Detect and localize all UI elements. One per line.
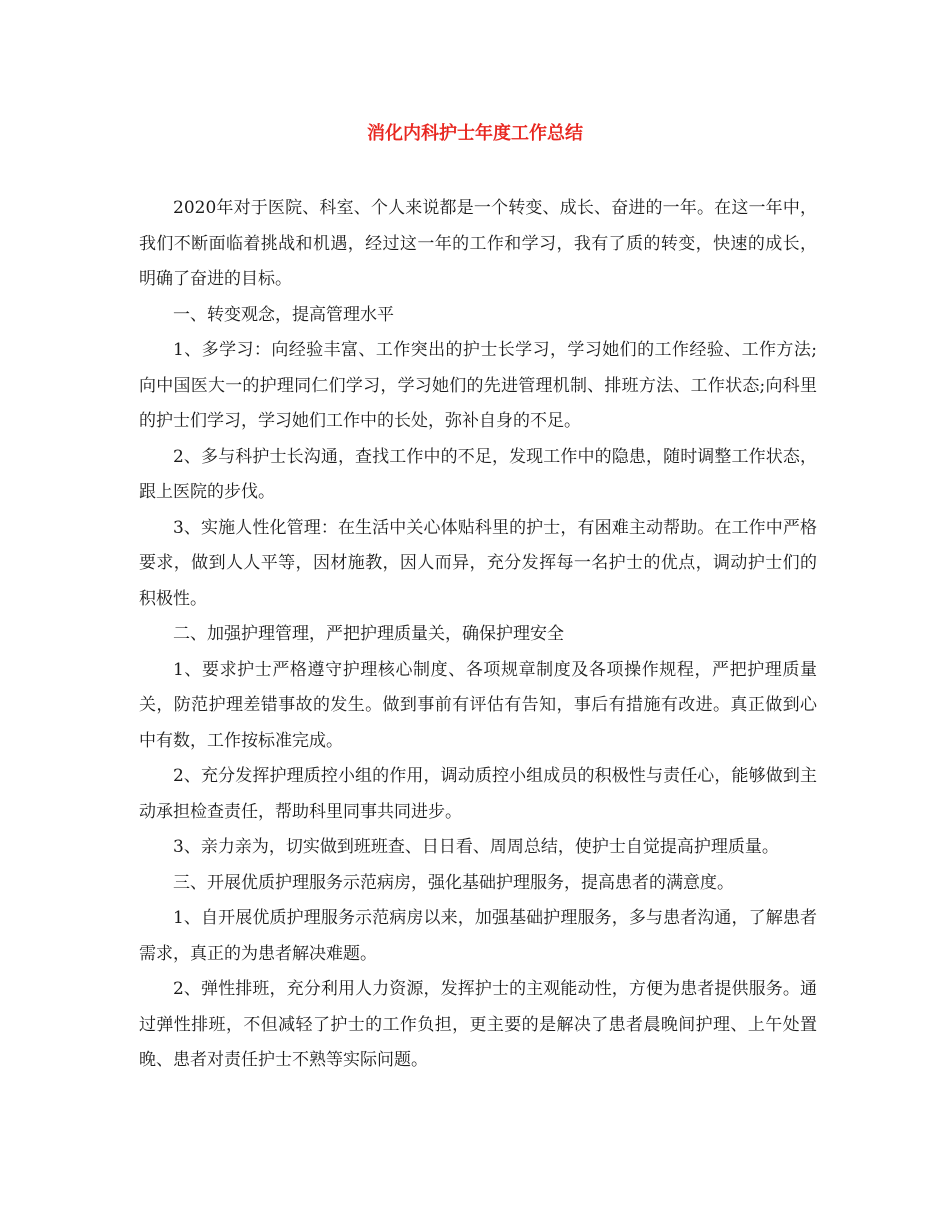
paragraph-1-3: 3、实施人性化管理：在生活中关心体贴科里的护士，有困难主动帮助。在工作中严格要求，做到人人平等，因材施教，因人而异，充分发挥每一名护士的优点，调动护士们的积极性。 xyxy=(139,517,817,609)
document-title: 消化内科护士年度工作总结 xyxy=(367,123,583,144)
paragraph-2-1: 1、要求护士严格遵守护理核心制度、各项规章制度及各项操作规程，严把护理质量关，防范护理差错事故的发生。做到事前有评估有告知，事后有措施有改进。真正做到心中有数，工作按标准完成。 xyxy=(139,659,817,751)
intro-paragraph: 2020年对于医院、科室、个人来说都是一个转变、成长、奋进的一年。在这一年中，我们不断面临着挑战和机遇，经过这一年的工作和学习，我有了质的转变，快速的成长，明确了奋进的目标。 xyxy=(139,198,817,289)
paragraph-1-1: 1、多学习：向经验丰富、工作突出的护士长学习，学习她们的工作经验、工作方法;向中国医大一的护理同仁们学习，学习她们的先进管理机制、排班方法、工作状态;向科里的护士们学习，学习她们工作中的长处，弥补自身的不足。 xyxy=(139,340,817,431)
section-heading-1: 一、转变观念，提高管理水平 xyxy=(173,304,394,325)
paragraph-2-3: 3、亲力亲为，切实做到班班查、日日看、周周总结，使护士自觉提高护理质量。 xyxy=(173,837,779,857)
paragraph-3-2: 2、弹性排班，充分利用人力资源，发挥护士的主观能动性，方便为患者提供服务。通过弹性排班，不但减轻了护士的工作负担，更主要的是解决了患者晨晚间护理、上午处置晚、患者对责任护士不熟等实际问题。 xyxy=(139,979,817,1070)
section-heading-3: 三、开展优质护理服务示范病房，强化基础护理服务，提高患者的满意度。 xyxy=(173,872,734,893)
paragraph-1-2: 2、多与科护士长沟通，查找工作中的不足，发现工作中的隐患，随时调整工作状态，跟上医院的步伐。 xyxy=(139,446,817,502)
section-heading-2: 二、加强护理管理，严把护理质量关，确保护理安全 xyxy=(173,624,564,644)
document-body xyxy=(139,191,817,1079)
paragraph-3-1: 1、自开展优质护理服务示范病房以来，加强基础护理服务，多与患者沟通，了解患者需求，真正的为患者解决难题。 xyxy=(139,908,817,964)
paragraph-2-2: 2、充分发挥护理质控小组的作用，调动质控小组成员的积极性与责任心，能够做到主动承担检查责任，帮助科里同事共同进步。 xyxy=(139,766,817,822)
